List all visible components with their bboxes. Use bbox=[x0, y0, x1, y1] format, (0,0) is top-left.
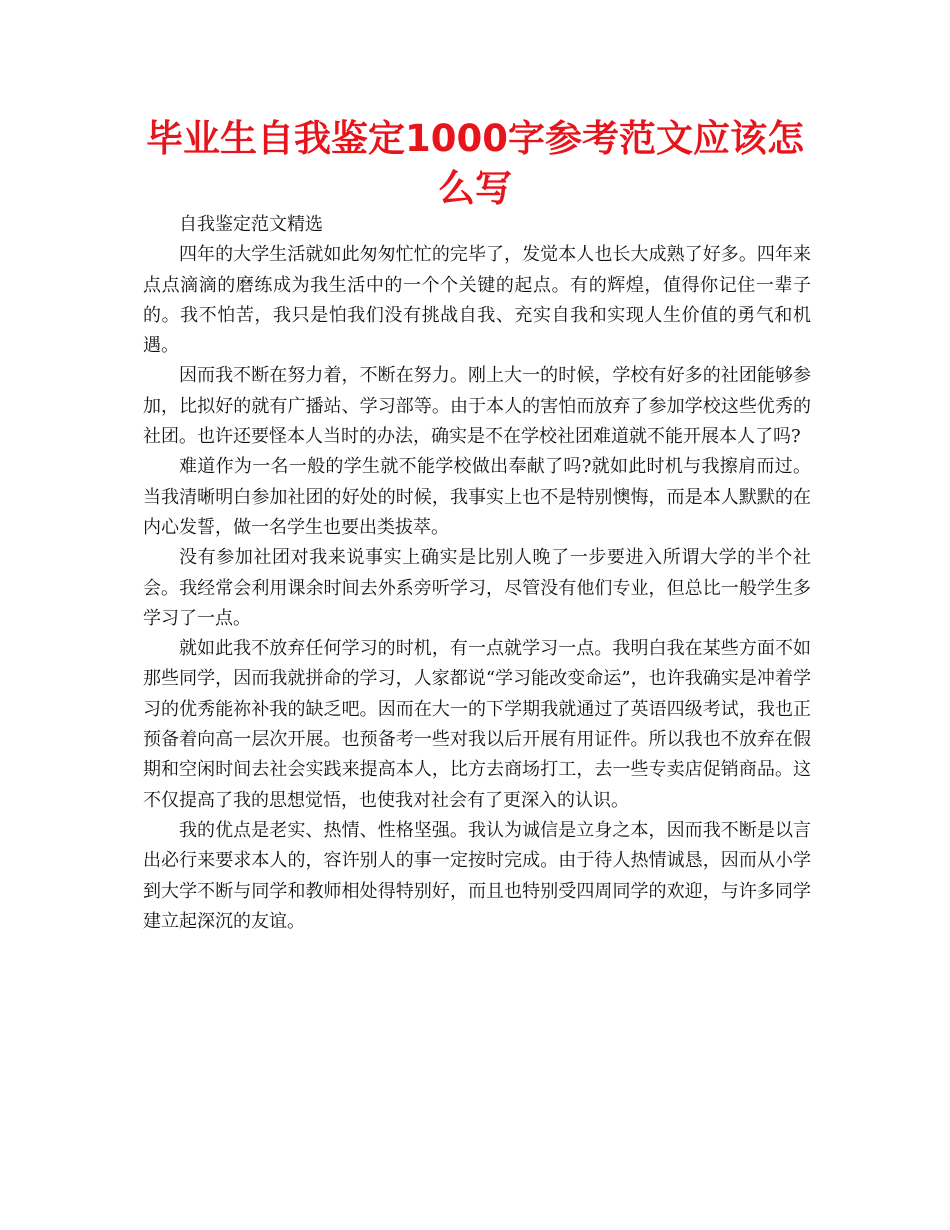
document-title: 毕业生自我鉴定1000字参考范文应该怎么写 bbox=[146, 117, 804, 210]
paragraph: 我的优点是老实、热情、性格坚强。我认为诚信是立身之本，因而我不断是以言出必行来要求本人的，容许别人的事一定按时完成。由于待人热情诚恳，因而从小学到大学不断与同学和教师相处得特别好，而且也特别受四周同学的欢迎，与许多同学建立起深沉的友谊。 bbox=[143, 819, 811, 932]
paragraph: 就如此我不放弃任何学习的时机，有一点就学习一点。我明白我在某些方面不如那些同学，因而我就拼命的学习，人家都说“学习能改变命运”，也许我确实是冲着学习的优秀能祢补我的缺乏吧。因而在大一的下学期我就通过了英语四级考试，我也正预备着向高一层次开展。也预备考一些对我以后开展有用证件。所以我也不放弃在假期和空闲时间去社会实践来提高本人，比方去商场打工，去一些专卖店促销商品。这不仅提高了我的思想觉悟，也使我对社会有了更深入的认识。 bbox=[143, 638, 811, 811]
paragraph: 因而我不断在努力着，不断在努力。刚上大一的时候，学校有好多的社团能够参加，比拟好的就有广播站、学习部等。由于本人的害怕而放弃了参加学校这些优秀的社团。也许还要怪本人当时的办法，确实是不在学校社团难道就不能开展本人了吗? bbox=[143, 365, 811, 448]
document-body bbox=[143, 210, 811, 937]
paragraph: 难道作为一名一般的学生就不能学校做出奉献了吗?就如此时机与我擦肩而过。当我清晰明白参加社团的好处的时候，我事实上也不是特别懊悔，而是本人默默的在内心发誓，做一名学生也要出类拔萃。 bbox=[143, 456, 811, 538]
section-heading: 自我鉴定范文精选 bbox=[179, 214, 323, 235]
paragraph: 没有参加社团对我来说事实上确实是比别人晚了一步要进入所谓大学的半个社会。我经常会利用课余时间去外系旁听学习，尽管没有他们专业，但总比一般学生多学习了一点。 bbox=[143, 547, 811, 629]
paragraph: 四年的大学生活就如此匆匆忙忙的完毕了，发觉本人也长大成熟了好多。四年来点点滴滴的磨练成为我生活中的一个个关键的起点。有的辉煌，值得你记住一辈子的。我不怕苦，我只是怕我们没有挑战自我、充实自我和实现人生价值的勇气和机遇。 bbox=[143, 244, 811, 357]
